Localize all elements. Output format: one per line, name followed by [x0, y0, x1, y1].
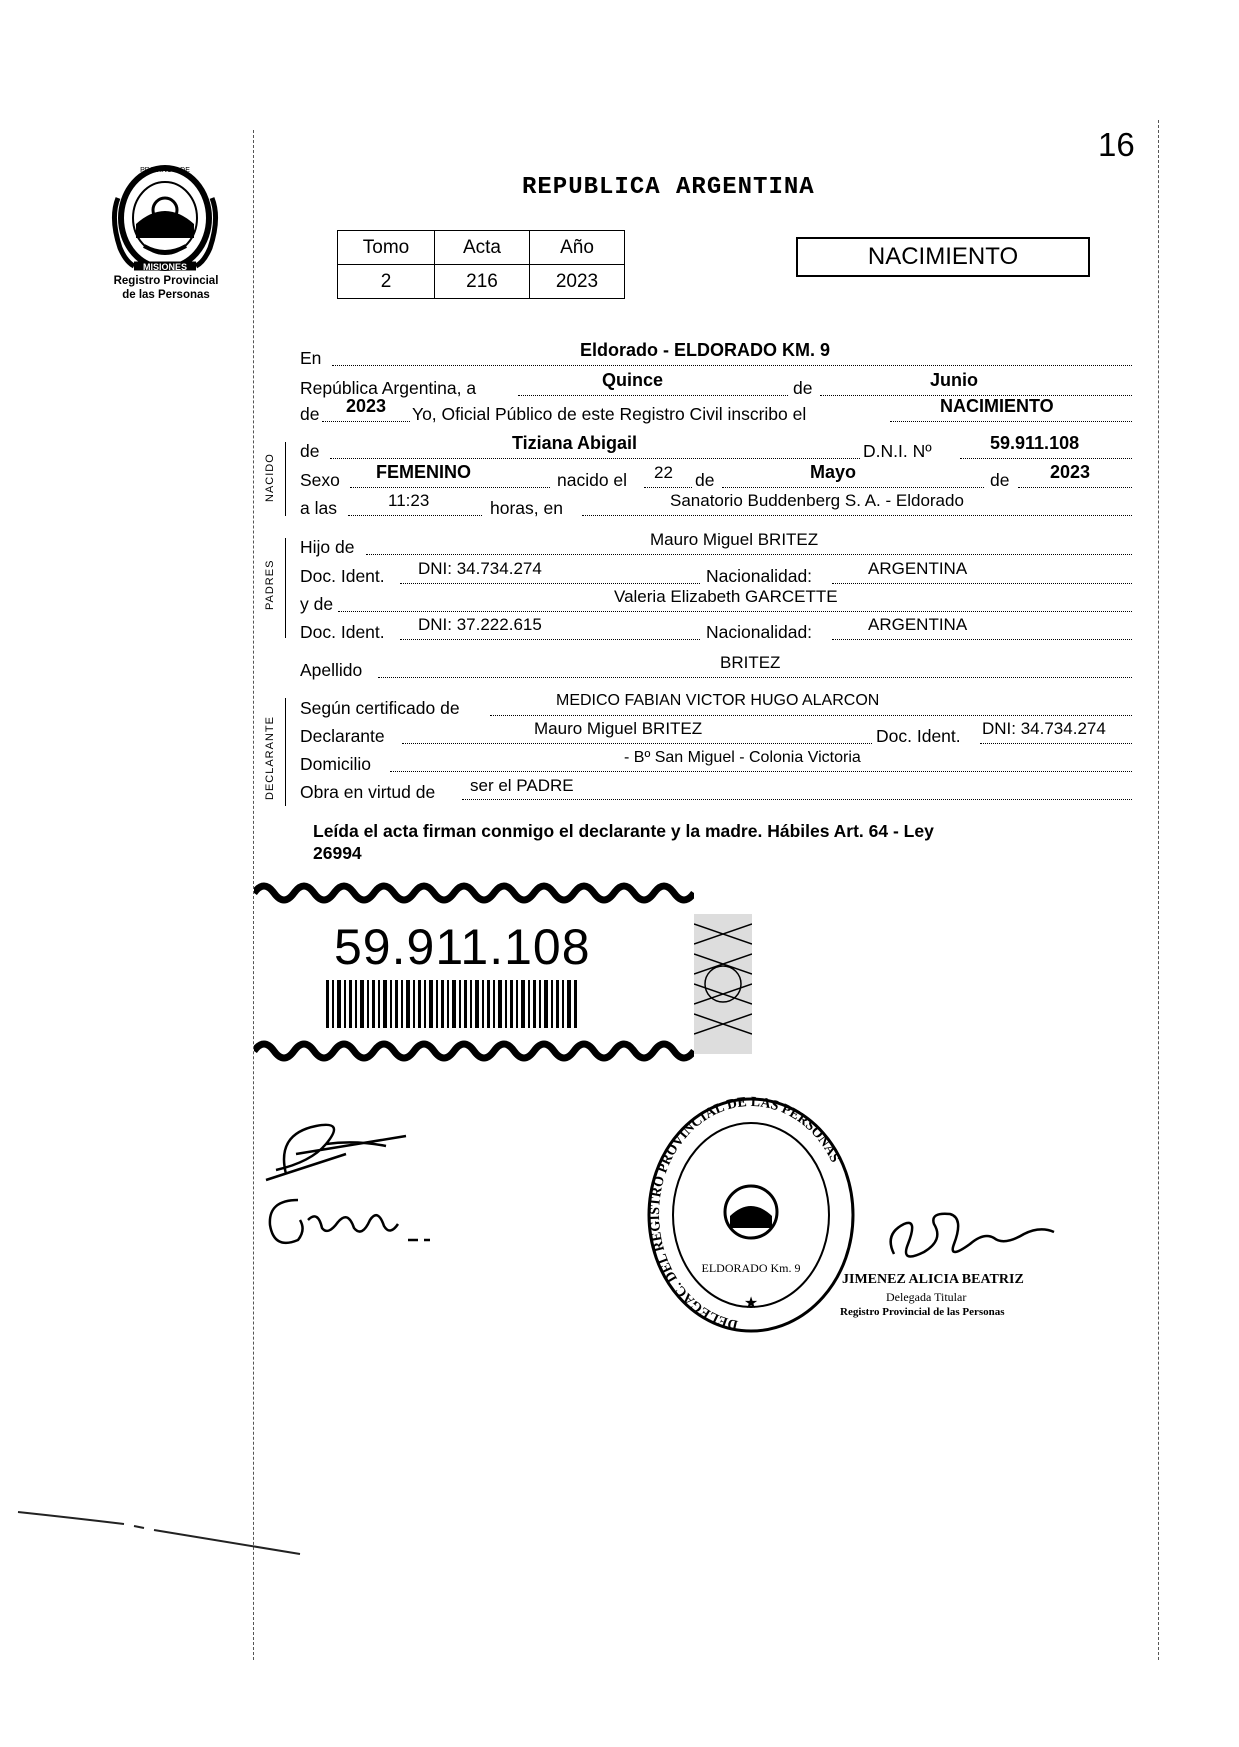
- dotted-line: [350, 487, 550, 488]
- de-label: de: [300, 441, 320, 461]
- svg-text:★: ★: [743, 1295, 759, 1312]
- mother-nationality: ARGENTINA: [868, 615, 968, 634]
- nacionalidad-label: Nacionalidad:: [706, 566, 813, 586]
- dni-label: D.N.I. Nº: [863, 441, 932, 461]
- dotted-line: [518, 395, 788, 396]
- registration-type: NACIMIENTO: [940, 396, 1054, 416]
- obra-value: ser el PADRE: [470, 776, 574, 795]
- birth-time: 11:23: [388, 491, 430, 510]
- right-margin-line: [1158, 120, 1159, 1660]
- stamp-ring-text: DELEGAC. DEL REGISTRO PROVINCIAL DE LAS PERSONAS: [647, 1096, 843, 1332]
- register-value-tomo: 2: [338, 265, 435, 299]
- hologram-pattern: [694, 914, 752, 1054]
- register-value-row: [338, 265, 625, 299]
- dotted-line: [462, 799, 1132, 800]
- doc-label: Doc. Ident.: [300, 566, 385, 586]
- child-sex: FEMENINO: [376, 462, 472, 482]
- dotted-line: [890, 421, 1132, 422]
- dotted-line: [348, 515, 482, 516]
- section-label-padres: PADRES: [264, 559, 276, 610]
- birth-place: Sanatorio Buddenberg S. A. - Eldorado: [670, 491, 964, 510]
- official-role: Delegada Titular: [886, 1290, 967, 1304]
- register-header-row: [338, 231, 625, 265]
- certificado-label: Según certificado de: [300, 698, 460, 718]
- section-label-declarante: DECLARANTE: [264, 716, 276, 800]
- apellido-label: Apellido: [300, 660, 363, 680]
- closing-note: [313, 820, 1123, 864]
- doc-label: Doc. Ident.: [876, 726, 961, 746]
- declarante-doc: DNI: 34.734.274: [982, 719, 1106, 738]
- de-label: de: [695, 470, 715, 490]
- dotted-line: [722, 487, 984, 488]
- page-title: REPUBLICA ARGENTINA: [522, 174, 815, 201]
- dotted-line: [490, 715, 1132, 716]
- mother-name: Valeria Elizabeth GARCETTE: [614, 587, 838, 606]
- surname: BRITEZ: [720, 653, 781, 672]
- section-bar: [285, 698, 286, 806]
- register-value-anio: 2023: [530, 265, 625, 299]
- mother-signature: [258, 1180, 458, 1260]
- intro-year: 2023: [346, 396, 387, 416]
- domicilio-value: - Bº San Miguel - Colonia Victoria: [624, 749, 861, 766]
- register-header-tomo: Tomo: [338, 231, 435, 265]
- declarante-name: Mauro Miguel BRITEZ: [534, 719, 703, 738]
- sticker-number: 59.911.108: [334, 919, 591, 975]
- closing-note-line2: 26994: [313, 843, 362, 863]
- act-type-box: NACIMIENTO: [796, 237, 1090, 277]
- dotted-line: [378, 677, 1132, 678]
- yde-label: y de: [300, 594, 334, 614]
- logo-top-text: PROVINCIA DE: [140, 167, 190, 174]
- official-stamp: [646, 1096, 856, 1334]
- dotted-line: [390, 771, 1132, 772]
- logo-caption-line1: Registro Provincial: [113, 275, 219, 287]
- dotted-line: [402, 743, 872, 744]
- mother-doc: DNI: 37.222.615: [418, 615, 542, 634]
- sexo-label: Sexo: [300, 470, 340, 490]
- dotted-line: [582, 515, 1132, 516]
- domicilio-label: Domicilio: [300, 754, 371, 774]
- dotted-line: [1018, 487, 1132, 488]
- republica-label: República Argentina, a: [300, 378, 477, 398]
- nacido-label: nacido el: [557, 470, 628, 490]
- official-name: JIMENEZ ALICIA BEATRIZ: [842, 1272, 1024, 1287]
- child-dni: 59.911.108: [990, 433, 1080, 453]
- section-bar: [285, 538, 286, 638]
- dotted-line: [400, 639, 700, 640]
- dotted-line: [338, 611, 1132, 612]
- closing-note-line1: Leída el acta firman conmigo el declarante y la madre. Hábiles Art. 64 - Ley: [313, 821, 934, 841]
- page-number: 16: [1098, 126, 1135, 163]
- intro-place: Eldorado - ELDORADO KM. 9: [580, 340, 831, 360]
- de2-label: de: [300, 404, 320, 424]
- de-label: de: [793, 378, 813, 398]
- sticker-bottom-pattern: [254, 1036, 694, 1066]
- barcode: [326, 980, 580, 1028]
- obra-label: Obra en virtud de: [300, 782, 436, 802]
- father-doc: DNI: 34.734.274: [418, 559, 542, 578]
- doc-label: Doc. Ident.: [300, 622, 385, 642]
- father-name: Mauro Miguel BRITEZ: [650, 530, 819, 549]
- intro-month: Junio: [930, 370, 978, 390]
- dotted-line: [366, 554, 1132, 555]
- dotted-line: [332, 365, 1132, 366]
- nacionalidad-label: Nacionalidad:: [706, 622, 813, 642]
- register-value-acta: 216: [435, 265, 530, 299]
- dotted-line: [832, 639, 1132, 640]
- a-las-label: a las: [300, 498, 337, 518]
- de-label: de: [990, 470, 1010, 490]
- hijo-label: Hijo de: [300, 537, 355, 557]
- register-header-anio: Año: [530, 231, 625, 265]
- sticker-top-pattern: [254, 878, 694, 908]
- logo-caption-line2: de las Personas: [122, 289, 210, 301]
- birth-month: Mayo: [810, 462, 857, 482]
- horas-label: horas, en: [490, 498, 563, 518]
- dotted-line: [960, 458, 1132, 459]
- dotted-line: [832, 583, 1132, 584]
- official-office: Registro Provincial de las Personas: [840, 1306, 1005, 1318]
- birth-day: 22: [654, 463, 673, 482]
- intro-day: Quince: [602, 370, 664, 390]
- stamp-inner-text: ELDORADO Km. 9: [701, 1261, 801, 1275]
- dotted-line: [400, 583, 700, 584]
- section-bar: [285, 442, 286, 516]
- dotted-line: [322, 421, 410, 422]
- logo-caption: [88, 274, 244, 302]
- birth-year: 2023: [1050, 462, 1091, 482]
- oficial-text: Yo, Oficial Público de este Registro Civil inscribo el: [412, 404, 807, 424]
- child-name: Tiziana Abigail: [512, 433, 638, 453]
- dotted-line: [330, 458, 860, 459]
- register-table: [337, 230, 625, 299]
- dotted-line: [980, 743, 1132, 744]
- provincial-seal-logo: [104, 158, 226, 276]
- section-label-nacido: NACIDO: [264, 453, 276, 502]
- scan-artifact: [14, 1500, 314, 1560]
- en-label: En: [300, 348, 322, 368]
- declarante-label: Declarante: [300, 726, 385, 746]
- father-nationality: ARGENTINA: [868, 559, 968, 578]
- dotted-line: [644, 487, 692, 488]
- logo-bottom-text: MISIONES: [142, 262, 188, 272]
- register-header-acta: Acta: [435, 231, 530, 265]
- certificado-value: MEDICO FABIAN VICTOR HUGO ALARCON: [556, 692, 880, 709]
